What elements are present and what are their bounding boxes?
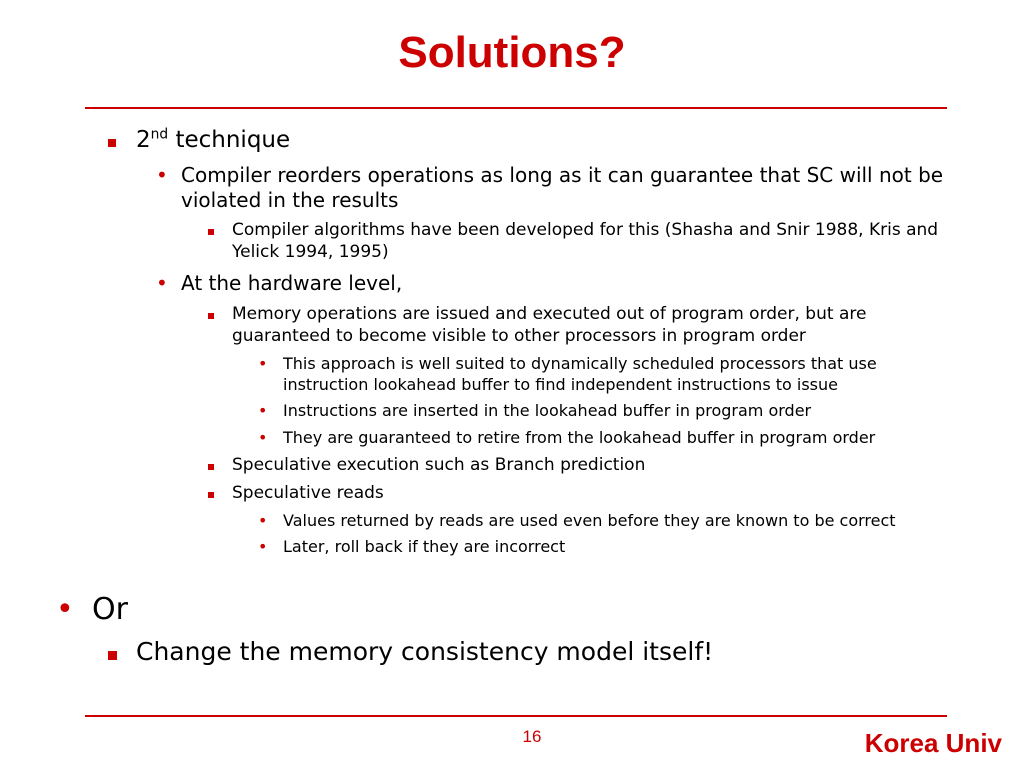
bullet-text: At the hardware level, [181,271,403,295]
bullet-text: Memory operations are issued and executed out of program order, but are guaranteed to become visible to other processors in program order [232,304,867,346]
slide-title: Solutions? [398,28,626,77]
dot-bullet-icon: • [156,163,168,187]
dot-bullet-icon: • [156,271,168,295]
bullet-text: Compiler reorders operations as long as it can guarantee that SC will not be violated in the results [181,163,944,212]
bullet-text: Speculative execution such as Branch prediction [232,455,646,475]
bullet-text: Or [92,592,128,627]
bullet-retire [258,427,968,448]
bullet-compiler-reorders [156,163,966,213]
bullet-hardware-level [156,271,966,296]
bullet-text: This approach is well suited to dynamically scheduled processors that use instruction lookahead buffer to find independent instructions to issue [283,354,877,394]
page-number: 16 [522,727,542,746]
square-bullet-icon [208,303,214,325]
bullet-roll-back [258,536,958,557]
bullet-or [56,592,956,628]
bullet-text-rest: technique [168,127,291,153]
brand-label: Korea Univ [864,728,1002,758]
bullet-2nd-technique [108,126,968,154]
bullet-inserted [258,400,958,421]
dot-bullet-icon: • [258,354,268,373]
bullet-text-number: 2 [136,127,151,153]
footer-divider [85,715,947,717]
bullet-speculative-execution [208,454,968,476]
bullet-memory-operations [208,303,968,347]
dot-bullet-icon: • [258,401,268,420]
title-divider [85,107,947,109]
bullet-speculative-reads [208,482,968,504]
bullet-text: Compiler algorithms have been developed for this (Shasha and Snir 1988, Kris and Yelick 1994, 1995) [232,220,939,262]
square-bullet-icon [108,126,116,154]
bullet-text [136,127,290,153]
square-bullet-icon [208,219,214,241]
bullet-change-model [108,637,968,667]
ordinal-suffix: nd [150,126,169,143]
bullet-text: Values returned by reads are used even before they are known to be correct [283,511,896,530]
bullet-compiler-algorithms [208,219,973,263]
dot-bullet-icon: • [56,592,74,627]
square-bullet-icon [108,637,117,667]
bullet-values-returned [258,510,978,531]
bullet-text: Change the memory consistency model itself! [136,637,714,666]
bullet-text: Later, roll back if they are incorrect [283,537,566,556]
square-bullet-icon [208,482,214,504]
dot-bullet-icon: • [258,537,268,556]
dot-bullet-icon: • [258,511,268,530]
bullet-text: Speculative reads [232,483,384,503]
bullet-text: Instructions are inserted in the lookahead buffer in program order [283,401,812,420]
dot-bullet-icon: • [258,428,268,447]
bullet-text: They are guaranteed to retire from the lookahead buffer in program order [283,428,876,447]
bullet-approach [258,353,958,395]
square-bullet-icon [208,454,214,476]
